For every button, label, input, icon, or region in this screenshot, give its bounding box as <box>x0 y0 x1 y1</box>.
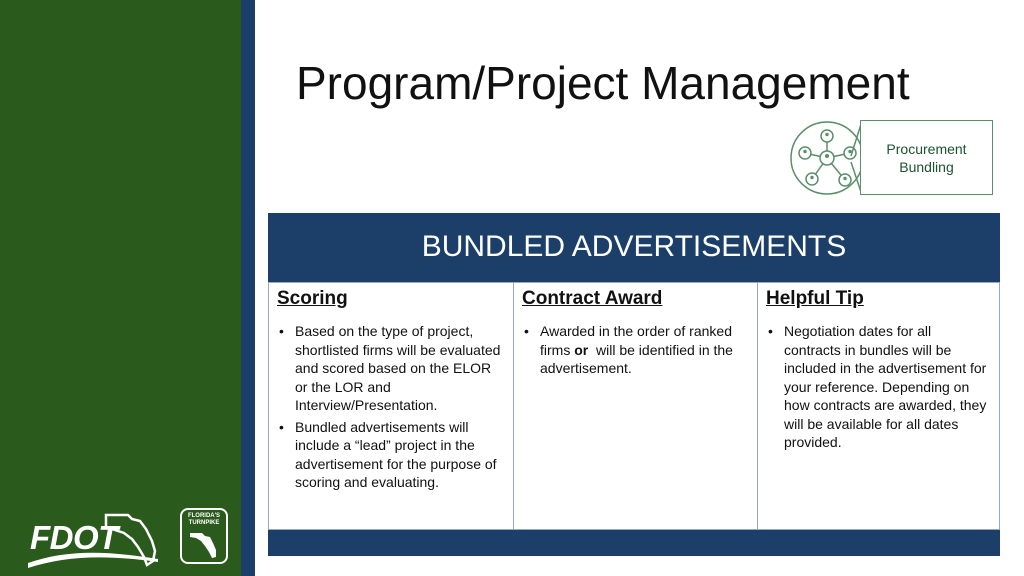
bullet-text-start: Awarded in the order of ranked firms <box>540 323 732 358</box>
list-item: • Bundled advertisements will include a “lead” project in the advertisement for the purpose of scoring and evaluating. <box>291 418 505 492</box>
scoring-column <box>269 283 513 529</box>
bundling-label: Bundling <box>899 159 954 175</box>
helpful-tip-heading: Helpful Tip <box>766 288 864 309</box>
scoring-list <box>277 322 505 492</box>
list-item: • Based on the type of project, shortlisted firms will be evaluated and scored based on the ELOR or the LOR and Interview/Presentation. <box>291 322 505 415</box>
bullet-bold-or: or <box>574 341 589 358</box>
helpful-tip-column <box>757 283 999 529</box>
procurement-bundling-label <box>860 140 993 176</box>
table-header: BUNDLED ADVERTISEMENTS <box>268 213 1000 282</box>
turnpike-label: FLORIDA'S TURNPIKE <box>187 513 221 526</box>
contract-award-column <box>513 283 757 529</box>
slide-title: Program/Project Management <box>296 57 910 109</box>
list-item <box>536 322 749 378</box>
table-body <box>268 282 1000 530</box>
turnpike-logo <box>180 508 228 564</box>
left-green-panel <box>0 0 241 576</box>
bundled-advertisements-table <box>268 213 1000 556</box>
contract-award-list <box>522 322 749 378</box>
helpful-tip-list <box>766 322 991 452</box>
table-footer-bar <box>268 530 1000 556</box>
florida-map-icon <box>188 530 220 560</box>
contract-award-heading: Contract Award <box>522 288 663 309</box>
procurement-label: Procurement <box>886 141 967 157</box>
scoring-heading: Scoring <box>277 288 348 309</box>
bullet-text-end: will be identified in the advertisement. <box>540 341 737 376</box>
list-item: • Negotiation dates for all contracts in bundles will be included in the advertisement for your reference. Depending on how contracts are awarded, they will be available for all dates provided. <box>780 322 991 452</box>
left-navy-stripe <box>241 0 255 576</box>
fdot-wordmark: FDOT <box>30 519 118 556</box>
